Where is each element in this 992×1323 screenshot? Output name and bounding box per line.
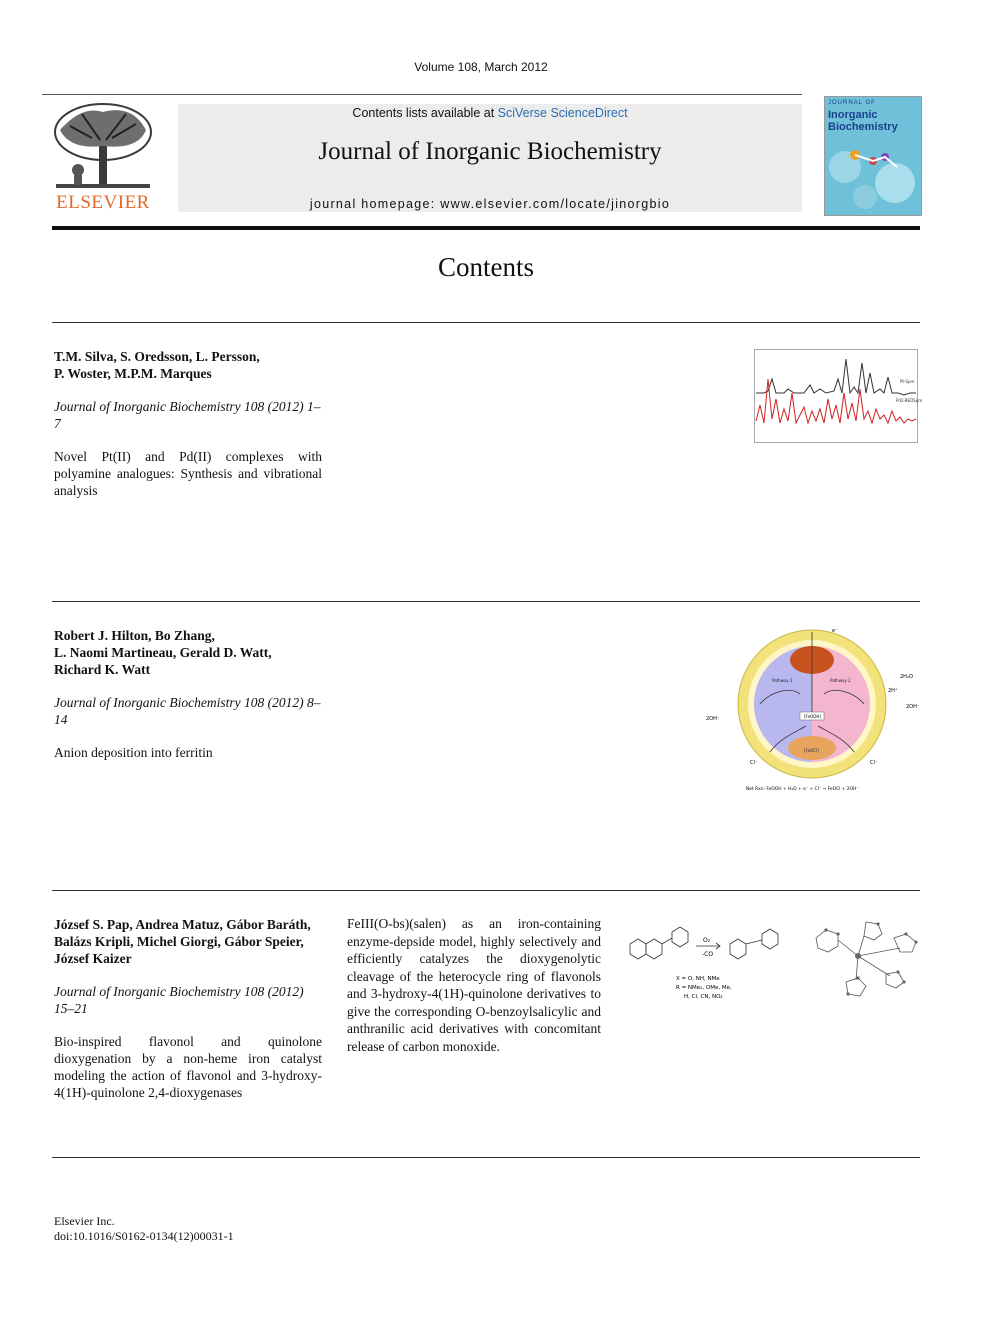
cover-title: Inorganic Biochemistry xyxy=(828,109,898,133)
entry-divider xyxy=(52,1157,920,1158)
entry-divider xyxy=(52,601,920,602)
authors-line: József Kaizer xyxy=(54,951,132,966)
contents-available-prefix: Contents lists available at xyxy=(352,106,498,120)
authors-line: Robert J. Hilton, Bo Zhang, xyxy=(54,628,215,643)
sciverse-sciencedirect-link[interactable]: SciVerse ScienceDirect xyxy=(497,106,628,120)
authors-line: L. Naomi Martineau, Gerald D. Watt, xyxy=(54,645,272,660)
spectrum-label-bottom: Pd2-BEDSpm xyxy=(896,398,923,403)
ferritin-right-mid-label: 2H⁺ xyxy=(888,688,898,694)
elsevier-wordmark: ELSEVIER xyxy=(56,192,150,213)
scheme-r-note-2: H, Cl, CN, NO₂ xyxy=(684,994,723,1000)
article-entry-2[interactable] xyxy=(54,627,322,761)
authors-line: Balázs Kripli, Michel Giorgi, Gábor Speier, xyxy=(54,934,304,949)
journal-header-panel xyxy=(178,104,802,212)
ferritin-center-label: [FeOOH] xyxy=(804,714,821,719)
article-citation: Journal of Inorganic Biochemistry 108 (2012) 8–14 xyxy=(54,695,321,727)
article-authors xyxy=(54,627,322,678)
authors-line: T.M. Silva, S. Oredsson, L. Persson, xyxy=(54,349,260,364)
article-title[interactable]: Anion deposition into ferritin xyxy=(54,745,213,760)
scheme-x-note: X = O, NH, NMe xyxy=(676,976,720,982)
article-title[interactable]: Bio-inspired flavonol and quinolone dioxygenation by a non-heme iron catalyst modeling the action of flavonol and 3-hydroxy-4(1H)-quinolone 2,4-dioxygenases xyxy=(54,1034,322,1100)
ferritin-pathway1-label: Pathway 1 xyxy=(772,678,793,683)
contents-available-line xyxy=(178,106,802,120)
ferritin-diagram xyxy=(700,622,926,794)
authors-line: P. Woster, M.P.M. Marques xyxy=(54,366,212,381)
authors-line: Richard K. Watt xyxy=(54,662,151,677)
journal-cover-image[interactable] xyxy=(824,96,922,216)
cover-molecule-icon xyxy=(825,137,921,215)
article-authors xyxy=(54,916,322,967)
ferritin-pathway2-label: Pathway 2 xyxy=(830,678,851,683)
journal-homepage[interactable]: journal homepage: www.elsevier.com/locate/jinorgbio xyxy=(309,197,671,211)
article-title[interactable]: Novel Pt(II) and Pd(II) complexes with polyamine analogues: Synthesis and vibrational analysis xyxy=(54,449,322,498)
ferritin-bottom-right-label: Cl⁻ xyxy=(870,760,878,766)
ferritin-right-top-label: 2H₂O xyxy=(900,674,913,680)
spectrum-label-top: Pt-Spm xyxy=(900,379,915,384)
article-citation: Journal of Inorganic Biochemistry 108 (2012) 1–7 xyxy=(54,399,321,431)
page-title: Contents xyxy=(437,252,534,282)
footer-publisher: Elsevier Inc. xyxy=(54,1214,115,1228)
article-abstract: FeIII(O-bs)(salen) as an iron-containing enzyme-depside model, highly selectively and efficiently catalyzes the dioxygenolytic cleavage of the heterocycle ring of flavonols and 3-hydroxy-4(1H)-quinolone derivatives to give the corresponding O-benzoylsalicylic and anthranilic acid derivatives with concomitant release of carbon monoxide. xyxy=(347,916,601,1054)
ferritin-bottom-left-label: Cl⁻ xyxy=(750,760,758,766)
spectrum-figure xyxy=(754,349,923,443)
article-citation: Journal of Inorganic Biochemistry 108 (2012) 15–21 xyxy=(54,984,304,1016)
scheme-co-label: -CO xyxy=(702,951,714,958)
entry-divider xyxy=(52,322,920,323)
article-authors xyxy=(54,348,322,382)
article-entry-1[interactable] xyxy=(54,348,322,499)
crystal-structure-figure xyxy=(806,918,924,1004)
ferritin-net-reaction: Net Rxn: FeOOH + H₂O + e⁻ + Cl⁻ → FeOCl + 2OH⁻ xyxy=(746,787,859,792)
header-bottom-rule xyxy=(52,226,920,230)
footer-doi[interactable]: doi:10.1016/S0162-0134(12)00031-1 xyxy=(54,1229,234,1243)
ferritin-left-label: 2OH⁻ xyxy=(706,716,720,722)
scheme-r-note: R = NMe₂, OMe, Me, xyxy=(676,985,732,991)
entry-divider xyxy=(52,890,920,891)
ferritin-core-label: [FeOCl] xyxy=(804,748,819,753)
cover-kicker: JOURNAL OF xyxy=(828,100,876,106)
journal-title: Journal of Inorganic Biochemistry xyxy=(318,138,662,165)
scheme-o2-label: O₂ xyxy=(703,937,711,944)
authors-line: József S. Pap, Andrea Matuz, Gábor Baráth, xyxy=(54,917,311,932)
page-footer xyxy=(54,1214,234,1244)
ferritin-right-low-label: 2OH⁻ xyxy=(906,704,920,710)
ferritin-top-label: e⁻ xyxy=(832,628,838,634)
elsevier-tree-icon xyxy=(42,100,164,196)
reaction-scheme-figure xyxy=(620,918,794,1004)
header-top-rule xyxy=(42,94,802,95)
article-entry-3[interactable] xyxy=(54,916,322,1101)
volume-line: Volume 108, March 2012 xyxy=(414,60,548,74)
elsevier-logo[interactable] xyxy=(42,100,164,214)
